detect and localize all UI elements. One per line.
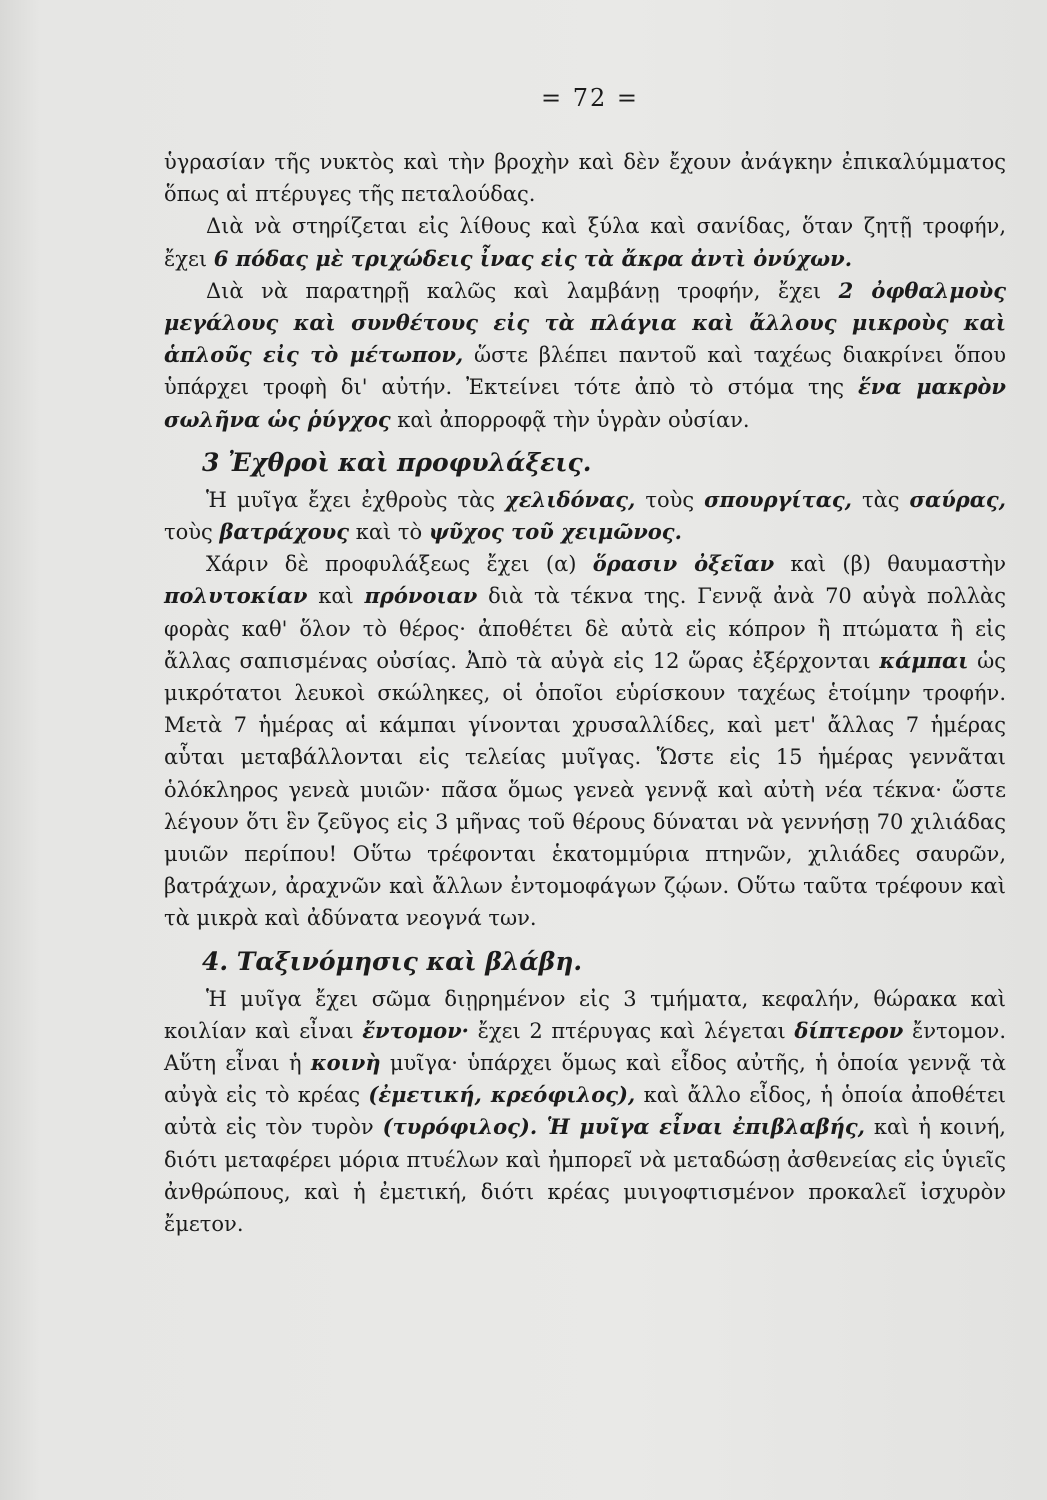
paragraph-enemies: Ἡ μυῖγα ἔχει ἐχθροὺς τὰς χελιδόνας, τοὺς σπουργίτας, τὰς σαύρας, τοὺς βατράχους καὶ τὸ ψῦχος τοῦ χειμῶνος. <box>164 486 1006 545</box>
paragraph-protection: Χάριν δὲ προφυλάξεως ἔχει (α) ὅρασιν ὀξεῖαν καὶ (β) θαυμαστὴν πολυτοκίαν καὶ πρόνοιαν διὰ τὰ τέκνα της. Γεννᾷ ἀνὰ 70 αὐγὰ πολλὰς φορὰς καθ' ὅλον τὸ θέρος· ἀποθέτει δὲ αὐτὰ εἰς κόπρον ἢ πτώματα ἢ εἰς ἄλλας σαπισμένας οὐσίας. Ἀπὸ τὰ αὐγὰ εἰς 12 ὥρας ἐξέρχονται κάμπαι ὡς μικρότατοι λευκοὶ σκώληκες, οἱ ὁποῖοι εὑρίσκουν ταχέως ἑτοίμην τροφήν. Μετὰ 7 ἡμέρας αἱ κάμπαι γίνονται χρυσαλλίδες, καὶ μετ' ἄλλας 7 ἡμέρας αὗται μεταβάλλονται εἰς τελείας μυῖγας. Ὥστε εἰς 15 ἡμέρας γεννᾶται ὁλόκληρος γενεὰ μυιῶν· πᾶσα ὅμως γενεὰ γεννᾷ καὶ αὐτὴ νέα τέκνα· ὥστε λέγουν ὅτι ἓν ζεῦγος εἰς 3 μῆνας τοῦ θέρους δύναται νὰ γεννήσῃ 70 χιλιάδας μυιῶν περίπου! Οὕτω τρέφονται ἑκατομμύρια πτηνῶν, χιλιάδες σαυρῶν, βατράχων, ἀραχνῶν καὶ ἄλλων ἐντομοφάγων ζῴων. Οὕτω ταῦτα τρέφουν καὶ τὰ μικρὰ καὶ ἀδύνατα νεογνά των. <box>164 551 1007 931</box>
body-text <box>164 146 1006 1240</box>
paragraph-wings: ὑγρασίαν τῆς νυκτὸς καὶ τὴν βροχὴν καὶ δὲν ἔχουν ἀνάγκην ἐπικαλύμματος ὅπως αἱ πτέρυγες τῆς πεταλούδας. <box>164 150 1006 207</box>
paragraph-classification: Ἡ μυῖγα ἔχει σῶμα διῃρημένον εἰς 3 τμήματα, κεφαλήν, θώρακα καὶ κοιλίαν καὶ εἶναι ἔντομον· ἔχει 2 πτέρυγας καὶ λέγεται δίπτερον ἔντομον. Αὕτη εἶναι ἡ κοινὴ μυῖγα· ὑπάρχει ὅμως καὶ εἶδος αὐτῆς, ἡ ὁποία γεννᾷ τὰ αὐγὰ εἰς τὸ κρέας (ἐμετική, κρεόφιλος), καὶ ἄλλο εἶδος, ἡ ὁποία ἀποθέτει αὐτὰ εἰς τὸν τυρὸν (τυρόφιλος). Ἡ μυῖγα εἶναι ἐπιβλαβής, καὶ ἡ κοινή, διότι μεταφέρει μόρια πτυέλων καὶ ἠμπορεῖ νὰ μεταδώσῃ ἀσθενείας εἰς ὑγιεῖς ἀνθρώπους, καὶ ἡ ἐμετική, διότι κρέας μυιγοφτισμένον προκαλεῖ ἰσχυρὸν ἔμετον. <box>164 986 1006 1237</box>
paragraph-eyes: Διὰ νὰ παρατηρῇ καλῶς καὶ λαμβάνῃ τροφήν, ἔχει 2 ὀφθαλμοὺς μεγάλους καὶ συνθέτους εἰς τὰ πλάγια καὶ ἄλλους μικροὺς καὶ ἁπλοῦς εἰς τὸ μέτωπον, ὥστε βλέπει παντοῦ καὶ ταχέως διακρίνει ὅπου ὑπάρχει τροφὴ δι' αὐτήν. Ἐκτείνει τότε ἀπὸ τὸ στόμα της ἕνα μακρὸν σωλῆνα ὡς ῥύγχος καὶ ἀπορροφᾷ τὴν ὑγρὰν οὐσίαν. <box>164 277 1007 432</box>
paragraph-legs: Διὰ νὰ στηρίζεται εἰς λίθους καὶ ξύλα καὶ σανίδας, ὅταν ζητῇ τροφήν, ἔχει 6 πόδας μὲ τριχώδεις ἶνας εἰς τὰ ἄκρα ἀντὶ ὀνύχων. <box>164 214 1006 271</box>
page-number: = 72 = <box>540 84 639 112</box>
section-heading-classification: 4. Ταξινόμησις καὶ βλάβη. <box>202 946 583 976</box>
section-heading-enemies: 3 Ἐχθροὶ καὶ προφυλάξεις. <box>202 447 592 477</box>
